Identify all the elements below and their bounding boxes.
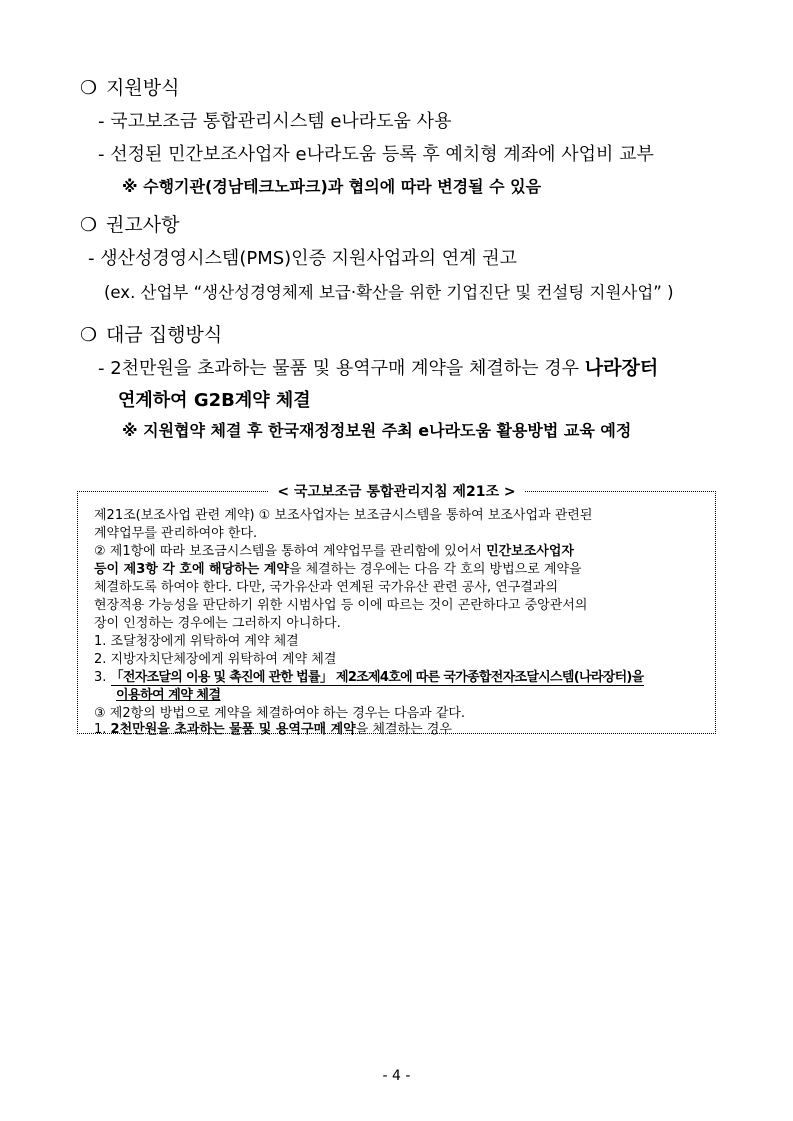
regulation-bold-text: 2천만원을 초과하는 물품 및 용역구매 계약	[110, 722, 356, 737]
regulation-emphasis-text: 「전자조달의 이용 및 촉진에 관한 법률」 제2조제4호에 따른 국가종합전자조달시스템(나라장터)을	[110, 670, 644, 685]
circle-bullet-icon: ❍	[80, 77, 98, 99]
regulation-bold-text: 민간보조사업자	[486, 544, 574, 559]
section-title: 권고사항	[106, 214, 180, 236]
list-number: 1.	[94, 722, 111, 737]
note-text: ※ 수행기관(경남테크노파크)과 협의에 따라 변경될 수 있음	[122, 177, 542, 196]
regulation-text: 을 체결하는 경우에는 다음 각 호의 방법으로 계약을	[288, 562, 582, 577]
section-title: 지원방식	[106, 77, 180, 99]
circle-bullet-icon: ❍	[80, 324, 98, 346]
regulation-box	[77, 484, 716, 737]
circle-bullet-icon: ❍	[80, 214, 98, 236]
regulation-line: 계약업무를 관리하여야 한다.	[94, 526, 258, 541]
regulation-list-item: 1. 조달청장에게 위탁하여 계약 체결	[94, 634, 299, 649]
regulation-list-item	[94, 718, 452, 737]
section-heading-recommendation	[80, 210, 179, 237]
note-text: ※ 지원협약 체결 후 한국재정정보원 주최 e나라도움 활용방법 교육 예정	[122, 421, 632, 440]
regulation-line: 장이 인정하는 경우에는 그러하지 아니하다.	[94, 616, 341, 631]
regulation-line: 제21조(보조사업 관련 계약) ① 보조사업자는 보조금시스템을 통하여 보조사업과 관련된	[94, 508, 593, 523]
regulation-line: 현장적용 가능성을 판단하기 위한 시범사업 등 이에 따르는 것이 곤란하다고 중앙관서의	[94, 598, 588, 613]
section-heading-payment-method	[80, 320, 222, 347]
regulation-list-item	[94, 666, 644, 685]
item-bold-text: 나라장터	[584, 357, 659, 379]
regulation-text: ② 제1항에 따라 보조금시스템을 통하여 계약업무를 관리함에 있어서	[94, 544, 487, 559]
section-heading-support-method	[80, 73, 179, 100]
regulation-bold-text: 등이 제3항 각 호에 해당하는 계약	[94, 562, 289, 577]
regulation-emphasis-text: 이용하여 계약 체결	[116, 688, 221, 703]
regulation-line: 체결하도록 하여야 한다. 다만, 국가유산과 연계된 국가유산 관련 공사, 연구결과의	[94, 580, 559, 595]
list-item	[98, 353, 658, 380]
item-text: - 2천만원을 초과하는 물품 및 용역구매 계약을 체결하는 경우	[98, 358, 585, 379]
regulation-line: ③ 제2항의 방법으로 계약을 체결하여야 하는 경우는 다음과 같다.	[94, 706, 466, 721]
regulation-line	[94, 540, 574, 559]
regulation-box-title: < 국고보조금 통합관리지침 제21조 >	[269, 484, 523, 500]
page-number: - 4 -	[382, 1068, 411, 1084]
section-title: 대금 집행방식	[106, 324, 223, 346]
list-number: 3.	[94, 670, 111, 685]
list-item-continuation: 연계하여 G2B계약 체결	[118, 390, 311, 411]
regulation-text: 을 체결하는 경우	[355, 722, 452, 737]
list-item: - 선정된 민간보조사업자 e나라도움 등록 후 예치형 계좌에 사업비 교부	[98, 144, 654, 165]
example-text: (ex. 산업부 “생산성경영체제 보급·확산을 위한 기업진단 및 컨설팅 지원사업” )	[104, 283, 674, 302]
regulation-line	[94, 558, 582, 577]
regulation-list-item: 2. 지방자치단체장에게 위탁하여 계약 체결	[94, 652, 337, 667]
list-item: - 국고보조금 통합관리시스템 e나라도움 사용	[98, 111, 452, 132]
regulation-box-title-wrap	[78, 481, 715, 501]
list-item: - 생산성경영시스템(PMS)인증 지원사업과의 연계 권고	[88, 248, 517, 269]
